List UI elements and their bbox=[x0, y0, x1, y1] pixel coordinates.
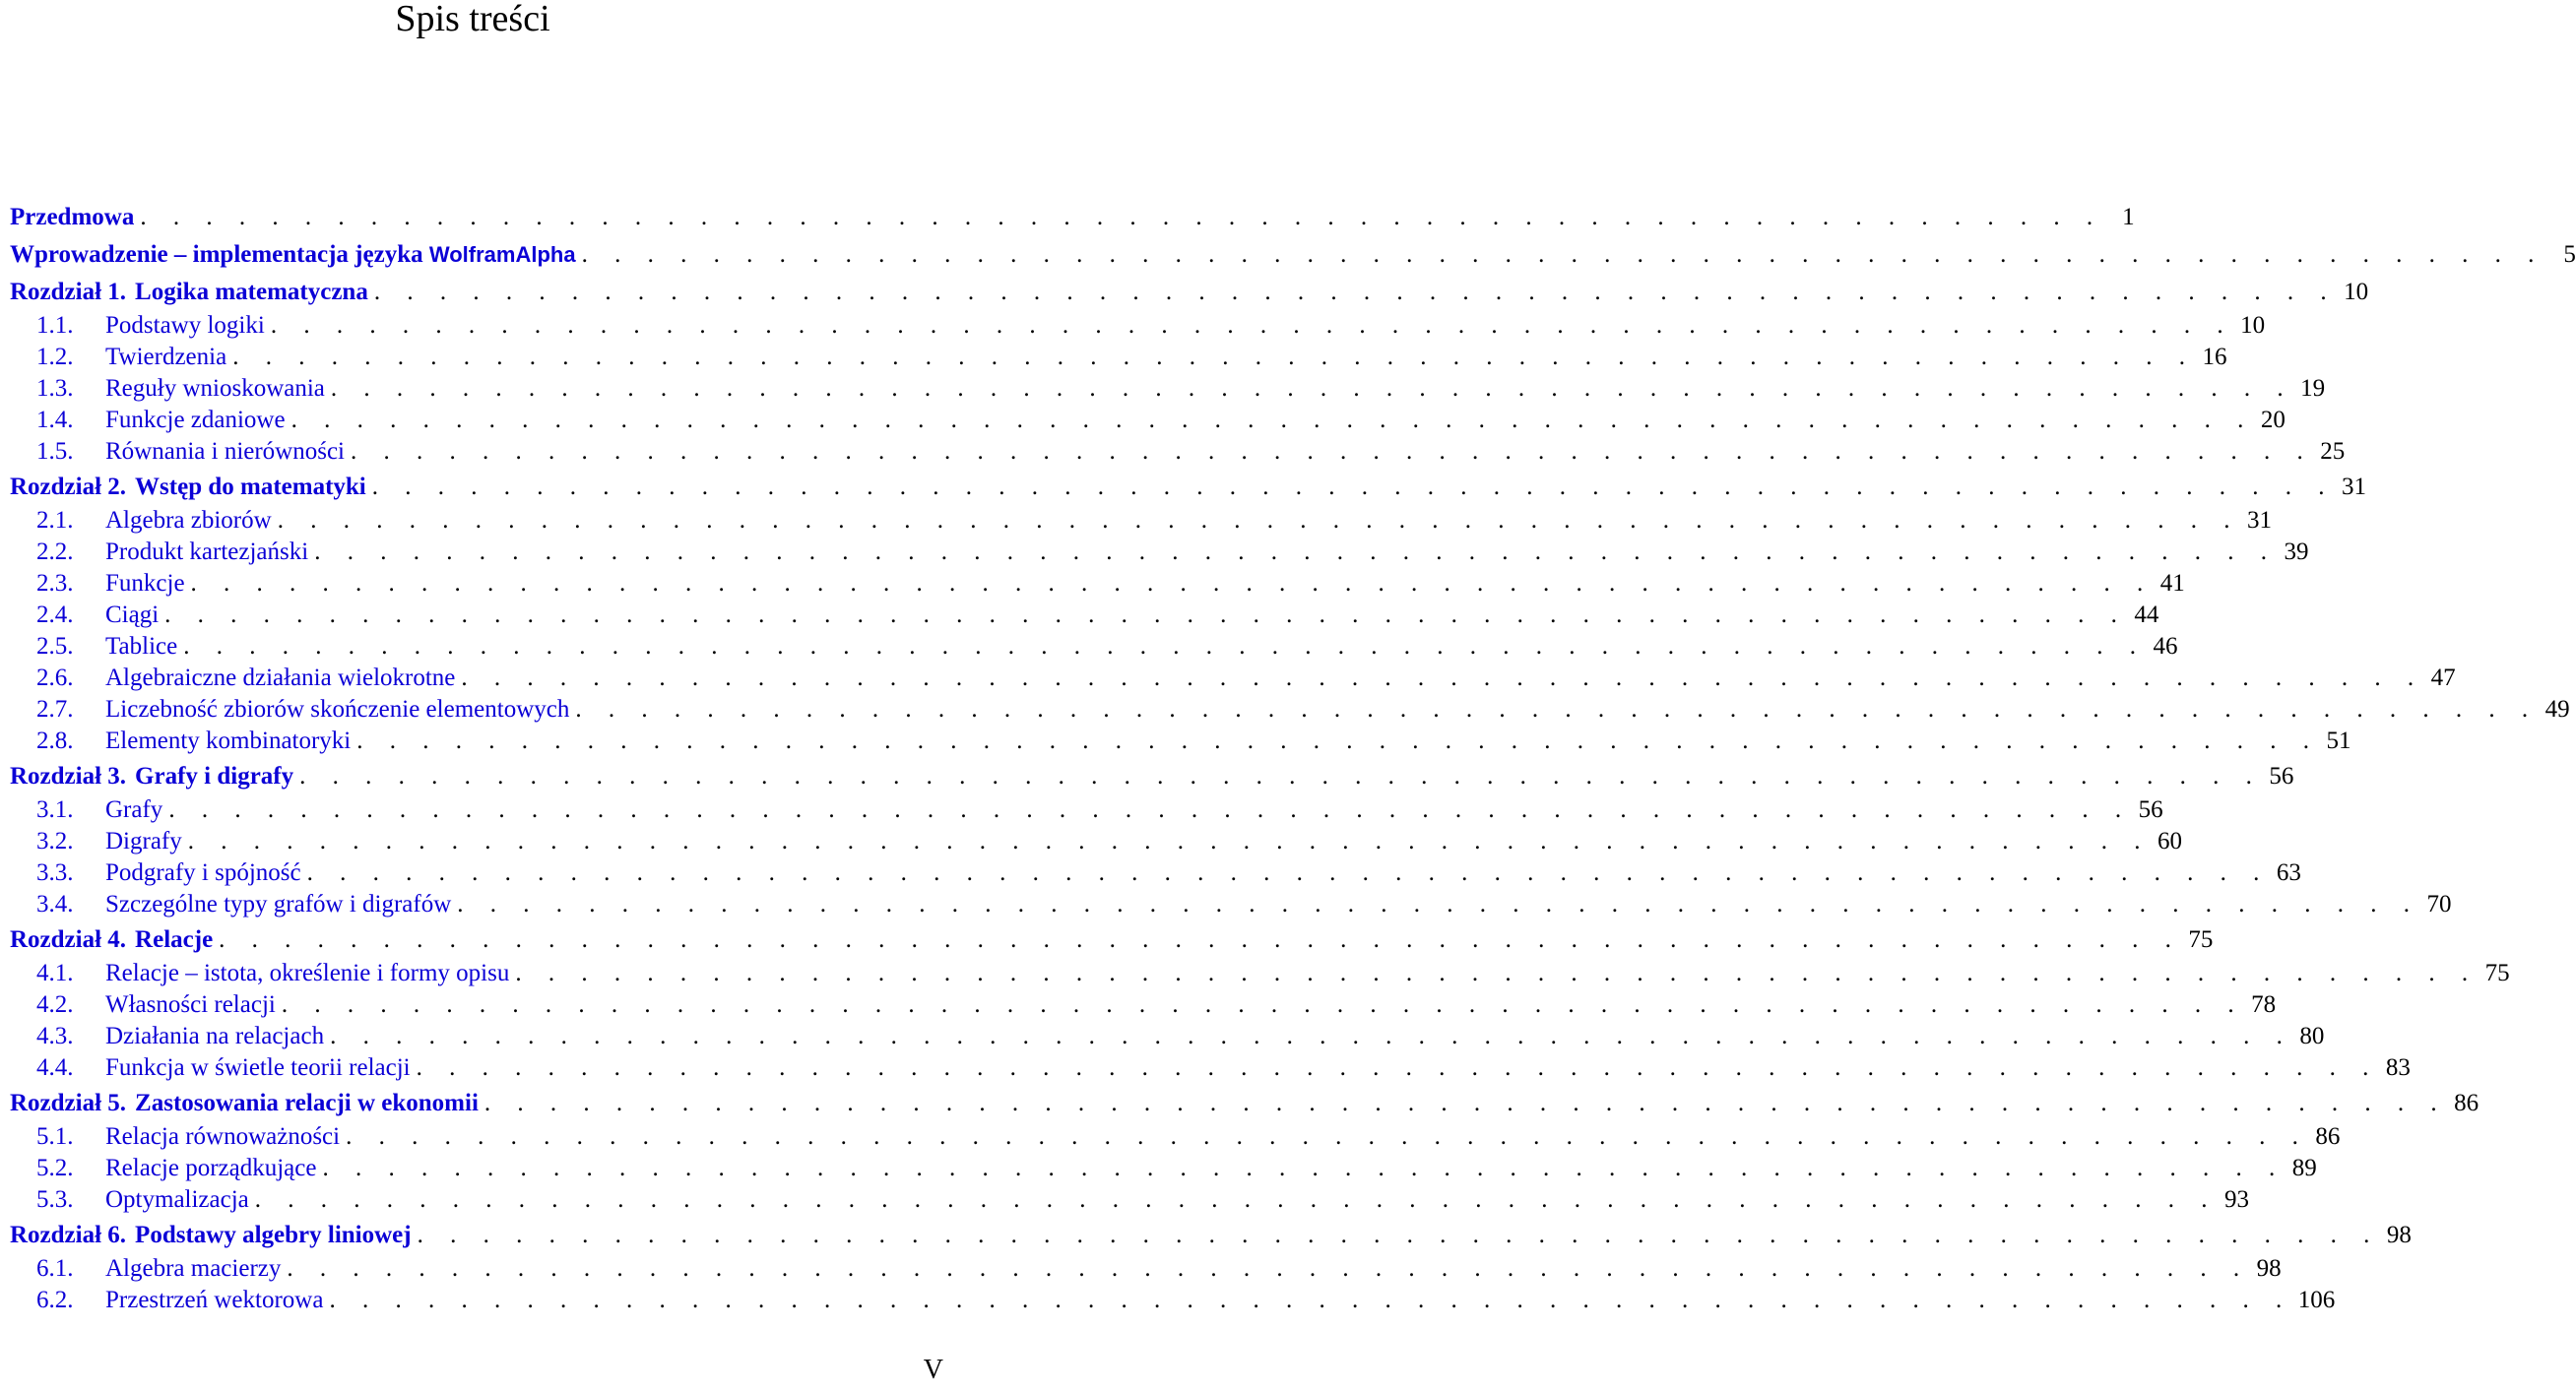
toc-entry-title[interactable] bbox=[105, 826, 182, 857]
leader-dots: . . . . . . . . . . . . . . . . . . . . . . . . . . . . . . . . . . . . . . . . . . . . . . . . . . . . . . . . . . . . bbox=[232, 344, 2196, 370]
toc-page-number[interactable]: 20 bbox=[2260, 407, 2286, 433]
toc-entry-title[interactable] bbox=[105, 1285, 323, 1316]
toc-section-row[interactable] bbox=[10, 310, 2266, 342]
toc-entry-title[interactable] bbox=[105, 1184, 249, 1216]
toc-entry-title[interactable] bbox=[105, 310, 265, 342]
toc-entry-number[interactable]: 4.1. bbox=[36, 960, 74, 986]
toc-entry-title-text: Grafy i digrafy bbox=[135, 763, 294, 790]
toc-entry-title-text: Algebra macierzy bbox=[105, 1255, 282, 1282]
toc-entry-title-text: Podgrafy i spójność bbox=[105, 859, 301, 886]
toc-entry-title-text: Relacja równoważności bbox=[105, 1123, 341, 1150]
toc-section-row[interactable] bbox=[10, 989, 2277, 1021]
toc-entry-title[interactable] bbox=[135, 275, 368, 310]
leader-dots: . . . . . . . . . . . . . . . . . . . . . . . . . . . . . . . . . . . . . . . . . . . . . . . . . . . . . . . . . . . . bbox=[314, 538, 2278, 565]
leader-dots: . . . . . . . . . . . . . . . . . . . . . . . . . . . . . . . . . . . . . . . . . . . . . . . . . . . . . . . . . . . . bbox=[306, 859, 2270, 886]
toc-section-row[interactable] bbox=[10, 958, 2510, 989]
toc-entry-title-text: Twierdzenia bbox=[105, 344, 227, 370]
toc-section-row[interactable] bbox=[10, 794, 2163, 826]
leader-dots: . . . . . . . . . . . . . . . . . . . . . . . . . . . . . . . . . . . . . . . . . . . . . . . . . . . . . . . . . . . . bbox=[254, 1186, 2219, 1213]
toc-chapter-row[interactable] bbox=[10, 759, 2294, 794]
toc-entry-number[interactable]: 1.4. bbox=[36, 407, 74, 433]
leader-dots: . . . . . . . . . . . . . . . . . . . . . . . . . . . . . . . . . . . . . . . . . . . . . . . . . . . . . . . . . . . . bbox=[461, 665, 2424, 691]
toc-entry-title[interactable] bbox=[135, 1086, 479, 1121]
toc-entry-title-text: Produkt kartezjański bbox=[105, 538, 309, 565]
toc-page-number[interactable]: 31 bbox=[2342, 474, 2367, 500]
toc-section-row[interactable] bbox=[10, 1021, 2325, 1052]
toc-entry-title-text: Ciągi bbox=[105, 602, 160, 628]
toc-entry-number[interactable]: Rozdział 1. bbox=[10, 279, 127, 305]
toc-entry-title-text: Funkcje bbox=[105, 570, 185, 597]
toc-section-row[interactable] bbox=[10, 726, 2351, 757]
toc-entry-title-text: Algebraiczne działania wielokrotne bbox=[105, 665, 456, 691]
leader-dots: . . . . . . . . . . . . . . . . . . . . . . . . . . . . . . . . . . . . . . . . . . . . . . . . . . . . . . . . . . . . bbox=[277, 507, 2240, 534]
toc-entry-title-text: Zastosowania relacji w ekonomii bbox=[135, 1090, 479, 1116]
toc-entry-title-text: Liczebność zbiorów skończenie elementowych bbox=[105, 696, 570, 723]
toc-section-row[interactable] bbox=[10, 1253, 2282, 1285]
toc-entry-number[interactable]: 3.4. bbox=[36, 891, 74, 918]
leader-dots: . . . . . . . . . . . . . . . . . . . . . . . . . . . . . . . . . . . . . . . . . . . . . . . . . . . . . . . . . . . . bbox=[373, 279, 2338, 305]
leader-dots: . . . . . . . . . . . . . . . . . . . . . . . . . . . . . . . . . . . . . . . . . . . . . . . . . . . . . . . . . . . . bbox=[581, 241, 2544, 268]
toc-entry-number[interactable]: 5.2. bbox=[36, 1155, 74, 1181]
toc-page-number[interactable]: 19 bbox=[2300, 375, 2326, 402]
toc-entry-title[interactable] bbox=[105, 436, 345, 468]
leader-dots: . . . . . . . . . . . . . . . . . . . . . . . . . . . . . . . . . . . . . . . . . . . . . . . . . . . . . . . . . . . . bbox=[371, 474, 2336, 500]
toc-entry-title[interactable] bbox=[105, 726, 351, 757]
toc-chapter-row[interactable] bbox=[10, 237, 2576, 273]
leader-dots: . . . . . . . . . . . . . . . . . . . . . . . . . . . . . . . . . . . . . . . . . . . . . . . . . . . . . . . . . . . . bbox=[356, 728, 2320, 754]
toc-section-row[interactable] bbox=[10, 537, 2309, 568]
toc-chapter-row[interactable] bbox=[10, 200, 2135, 235]
toc-page-number[interactable]: 63 bbox=[2276, 859, 2301, 886]
toc-entry-title[interactable] bbox=[105, 1052, 411, 1084]
toc-page-number[interactable]: 31 bbox=[2246, 507, 2272, 534]
toc-page-number[interactable]: 5 bbox=[2563, 241, 2576, 268]
toc-entry-number[interactable]: 3.1. bbox=[36, 796, 74, 823]
toc-section-row[interactable] bbox=[10, 1184, 2250, 1216]
toc-page-number[interactable]: 89 bbox=[2291, 1155, 2317, 1181]
toc-entry-number[interactable]: 1.2. bbox=[36, 344, 74, 370]
toc-entry-number[interactable]: 4.3. bbox=[36, 1023, 74, 1049]
toc-entry-number[interactable]: 5.1. bbox=[36, 1123, 74, 1150]
toc-page-number[interactable]: 41 bbox=[2159, 570, 2185, 597]
toc-entry-title[interactable] bbox=[105, 1153, 316, 1184]
toc-section-row[interactable] bbox=[10, 631, 2178, 663]
toc-page-number[interactable]: 51 bbox=[2326, 728, 2351, 754]
toc-entry-number[interactable]: 2.7. bbox=[36, 696, 74, 723]
toc-section-row[interactable] bbox=[10, 1052, 2411, 1084]
toc-entry-number[interactable]: 6.2. bbox=[36, 1287, 74, 1313]
toc-page-number[interactable]: 70 bbox=[2426, 891, 2452, 918]
toc-section-row[interactable] bbox=[10, 505, 2272, 537]
toc-entry-number[interactable]: 1.3. bbox=[36, 375, 74, 402]
toc-entry-title[interactable] bbox=[105, 537, 308, 568]
toc-entry-number[interactable]: Rozdział 3. bbox=[10, 763, 127, 790]
toc-entry-title[interactable] bbox=[135, 470, 366, 505]
leader-dots: . . . . . . . . . . . . . . . . . . . . . . . . . . . . . . . . . . . . . . . . . . . . . . . . . . . . . . . . . . . . bbox=[183, 633, 2147, 660]
leader-dots: . . . . . . . . . . . . . . . . . . . . . . . . . . . . . . . . . . . . . . . . . . . . . . . . . . . . . . . . . . . . bbox=[299, 763, 2263, 790]
toc-page-number[interactable]: 10 bbox=[2240, 312, 2266, 339]
toc-entry-title-text: Digrafy bbox=[105, 828, 182, 855]
toc-entry-number[interactable]: 3.2. bbox=[36, 828, 74, 855]
leader-dots: . . . . . . . . . . . . . . . . . . . . . . . . . . . . . . . . . . . . . . . . . . . . . . . . . . . . . . . . . . . . bbox=[219, 926, 2182, 953]
toc-entry-title[interactable] bbox=[105, 989, 276, 1021]
toc-entry-title-text: Reguły wnioskowania bbox=[105, 375, 325, 402]
toc-page-number[interactable]: 44 bbox=[2134, 602, 2159, 628]
toc-page-number[interactable]: 106 bbox=[2297, 1287, 2336, 1313]
toc-entry-title-text: Logika matematyczna bbox=[135, 279, 368, 305]
toc-section-row[interactable] bbox=[10, 663, 2456, 694]
toc-page-number[interactable]: 75 bbox=[2484, 960, 2510, 986]
toc-entry-title-text: Wstęp do matematyki bbox=[135, 474, 366, 500]
toc-entry-title-text: Algebra zbiorów bbox=[105, 507, 272, 534]
toc-section-row[interactable] bbox=[10, 1285, 2336, 1316]
leader-dots: . . . . . . . . . . . . . . . . . . . . . . . . . . . . . . . . . . . . . . . . . . . . . . . . . . . . . . . . . . . . bbox=[187, 828, 2151, 855]
toc-entry-title-text: Przestrzeń wektorowa bbox=[105, 1287, 324, 1313]
leader-dots: . . . . . . . . . . . . . . . . . . . . . . . . . . . . . . . . . . . . . . . . . . . . . . . . . . . . . . . . . . . . bbox=[168, 796, 2132, 823]
toc-entry-title[interactable] bbox=[135, 1218, 412, 1253]
toc-entry-title-text: Szczególne typy grafów i digrafów bbox=[105, 891, 452, 918]
toc-entry-title[interactable] bbox=[105, 568, 185, 600]
toc-entry-number[interactable]: Rozdział 4. bbox=[10, 926, 127, 953]
toc-entry-title-text: Optymalizacja bbox=[105, 1186, 249, 1213]
toc-entry-number[interactable]: 1.1. bbox=[36, 312, 74, 339]
toc-section-row[interactable] bbox=[10, 342, 2227, 373]
toc-entry-number[interactable]: Rozdział 2. bbox=[10, 474, 127, 500]
toc-entry-title-text: Podstawy algebry liniowej bbox=[135, 1222, 412, 1248]
toc-entry-title[interactable] bbox=[105, 694, 569, 726]
toc-entry-number[interactable]: 4.2. bbox=[36, 991, 74, 1018]
toc-entry-title[interactable] bbox=[105, 631, 177, 663]
toc-section-row[interactable] bbox=[10, 1121, 2341, 1153]
leader-dots: . . . . . . . . . . . . . . . . . . . . . . . . . . . . . . . . . . . . . . . . . . . . . . . . . . . . . . . . . . . . bbox=[346, 1123, 2309, 1150]
toc-chapter-row[interactable] bbox=[10, 470, 2367, 505]
toc-entry-number[interactable]: Rozdział 5. bbox=[10, 1090, 127, 1116]
toc-entry-title[interactable] bbox=[105, 663, 455, 694]
leader-dots: . . . . . . . . . . . . . . . . . . . . . . . . . . . . . . . . . . . . . . . . . . . . . . . . . . . . . . . . . . . . bbox=[329, 1287, 2292, 1313]
toc-entry-title-text: Równania i nierówności bbox=[105, 438, 346, 465]
toc-entry-number[interactable]: 2.4. bbox=[36, 602, 74, 628]
leader-dots: . . . . . . . . . . . . . . . . . . . . . . . . . . . . . . . . . . . . . . . . . . . . . . . . . . . . . . . . . . . . bbox=[190, 570, 2154, 597]
toc-page-number[interactable]: 47 bbox=[2430, 665, 2456, 691]
toc-page-number[interactable]: 56 bbox=[2269, 763, 2294, 790]
toc-entry-title[interactable] bbox=[105, 342, 226, 373]
toc-page-number[interactable]: 60 bbox=[2157, 828, 2182, 855]
toc-entry-number[interactable]: Rozdział 6. bbox=[10, 1222, 127, 1248]
leader-dots: . . . . . . . . . . . . . . . . . . . . . . . . . . . . . . . . . . . . . . . . . . . . . . . . . . . . . . . . . . . . bbox=[417, 1222, 2380, 1248]
toc-entry-title-text: Funkcje zdaniowe bbox=[105, 407, 286, 433]
toc-entry-title[interactable] bbox=[105, 505, 272, 537]
toc-chapter-row[interactable] bbox=[10, 275, 2369, 310]
toc-entry-title-text: Własności relacji bbox=[105, 991, 276, 1018]
leader-dots: . . . . . . . . . . . . . . . . . . . . . . . . . . . . . . . . . . . . . . . . . . . . . . . . . . . . . . . . . . . . bbox=[322, 1155, 2286, 1181]
leader-dots: . . . . . . . . . . . . . . . . . . . . . . . . . . . . . . . . . . . . . . . . . . . . . . . . . . . . . . . . . . . . bbox=[330, 1023, 2293, 1049]
leader-dots: . . . . . . . . . . . . . . . . . . . . . . . . . . . . . . . . . . . . . . . . . . . . . . . . . . . . . . . . . . . . bbox=[515, 960, 2479, 986]
toc-section-row[interactable] bbox=[10, 373, 2326, 405]
leader-dots: . . . . . . . . . . . . . . . . . . . . . . . . . . . . . . . . . . . . . . . . . . . . . . . . . . . . . . . . . . . . bbox=[164, 602, 2128, 628]
toc-entry-title[interactable] bbox=[105, 600, 159, 631]
toc-entry-title[interactable] bbox=[10, 237, 576, 273]
toc-page-number[interactable]: 83 bbox=[2385, 1054, 2411, 1081]
leader-dots: . . . . . . . . . . . . . . . . . . . . . . . . . . . . . . . . . . . . . . . . . . . . . . . . . . . . . . . . . . . . bbox=[575, 696, 2539, 723]
toc-entry-number[interactable]: 2.5. bbox=[36, 633, 74, 660]
toc-page-number[interactable]: 86 bbox=[2315, 1123, 2341, 1150]
toc-entry-number[interactable]: 2.1. bbox=[36, 507, 74, 534]
leader-dots: . . . . . . . . . . . . . . . . . . . . . . . . . . . . . . . . . . . . . . . . . . . . . . . . . . . . . . . . . . . . bbox=[281, 991, 2245, 1018]
toc-entry-title[interactable] bbox=[135, 922, 213, 958]
toc-section-row[interactable] bbox=[10, 436, 2346, 468]
toc-entry-title-text: Relacje bbox=[135, 926, 214, 953]
toc-entry-title-text: Wprowadzenie – implementacja języka bbox=[10, 241, 429, 268]
toc-entry-number[interactable]: 5.3. bbox=[36, 1186, 74, 1213]
toc-entry-title[interactable] bbox=[105, 1021, 324, 1052]
leader-dots: . . . . . . . . . . . . . . . . . . . . . . . . . . . . . . . . . . . . . . . . . . . . . . . . . . . . . . . . . . . . bbox=[270, 312, 2234, 339]
toc-entry-title[interactable] bbox=[105, 958, 509, 989]
toc-entry-title-text: Działania na relacjach bbox=[105, 1023, 325, 1049]
toc-page-number[interactable]: 78 bbox=[2251, 991, 2277, 1018]
toc-page-number[interactable]: 80 bbox=[2299, 1023, 2325, 1049]
toc-section-row[interactable] bbox=[10, 889, 2452, 920]
toc-section-row[interactable] bbox=[10, 568, 2185, 600]
toc-page-number[interactable]: 16 bbox=[2202, 344, 2227, 370]
toc-entry-number[interactable]: 2.8. bbox=[36, 728, 74, 754]
toc-section-row[interactable] bbox=[10, 1153, 2317, 1184]
toc-entry-number[interactable]: 2.2. bbox=[36, 538, 74, 565]
toc-chapter-row[interactable] bbox=[10, 1086, 2479, 1121]
toc-page-number[interactable]: 49 bbox=[2544, 696, 2570, 723]
toc-entry-number[interactable]: 2.3. bbox=[36, 570, 74, 597]
toc-chapter-row[interactable] bbox=[10, 1218, 2412, 1253]
leader-dots: . . . . . . . . . . . . . . . . . . . . . . . . . . . . . . . . . . . . . . . . . . . . . . . . . . . . . . . . . . . . bbox=[457, 891, 2420, 918]
toc-entry-number[interactable]: 6.1. bbox=[36, 1255, 74, 1282]
toc-page-number[interactable]: 93 bbox=[2224, 1186, 2250, 1213]
page-number: V bbox=[923, 1355, 943, 1385]
toc-page-number[interactable]: 39 bbox=[2284, 538, 2309, 565]
toc-section-row[interactable] bbox=[10, 600, 2159, 631]
toc-entry-title[interactable] bbox=[105, 405, 286, 436]
toc-page-number[interactable]: 98 bbox=[2256, 1255, 2282, 1282]
toc-page-number[interactable]: 75 bbox=[2188, 926, 2214, 953]
toc-entry-title-text: Podstawy logiki bbox=[105, 312, 265, 339]
leader-dots: . . . . . . . . . . . . . . . . . . . . . . . . . . . . . . . . . . . . . . . . . . . . . . . . . . . . . . . . . . . . bbox=[416, 1054, 2379, 1081]
page-title: Spis treści bbox=[395, 0, 550, 39]
toc-page-number[interactable]: 56 bbox=[2138, 796, 2163, 823]
toc-page-number[interactable]: 1 bbox=[2122, 204, 2135, 230]
toc-entry-title-text: Relacje – istota, określenie i formy opisu bbox=[105, 960, 510, 986]
table-of-contents bbox=[10, 200, 2576, 1316]
toc-entry-number[interactable]: 4.4. bbox=[36, 1054, 74, 1081]
toc-section-row[interactable] bbox=[10, 857, 2301, 889]
leader-dots: . . . . . . . . . . . . . . . . . . . . . . . . . . . . . . . . . . . . . . . . . . . . . . . . . . . . . . . . . . . . bbox=[140, 204, 2103, 230]
toc-entry-title-text: Funkcja w świetle teorii relacji bbox=[105, 1054, 411, 1081]
toc-entry-title[interactable] bbox=[105, 1253, 281, 1285]
toc-entry-title[interactable] bbox=[105, 794, 162, 826]
leader-dots: . . . . . . . . . . . . . . . . . . . . . . . . . . . . . . . . . . . . . . . . . . . . . . . . . . . . . . . . . . . . bbox=[330, 375, 2294, 402]
toc-entry-number[interactable]: 1.5. bbox=[36, 438, 74, 465]
toc-entry-number[interactable]: 2.6. bbox=[36, 665, 74, 691]
leader-dots: . . . . . . . . . . . . . . . . . . . . . . . . . . . . . . . . . . . . . . . . . . . . . . . . . . . . . . . . . . . . bbox=[483, 1090, 2448, 1116]
toc-entry-title[interactable] bbox=[135, 759, 293, 794]
toc-entry-title[interactable] bbox=[10, 200, 134, 235]
toc-entry-title-text: Relacje porządkujące bbox=[105, 1155, 317, 1181]
wolframalpha-label: WolframAlpha bbox=[428, 242, 576, 267]
toc-entry-title-text: Przedmowa bbox=[10, 204, 135, 230]
leader-dots: . . . . . . . . . . . . . . . . . . . . . . . . . . . . . . . . . . . . . . . . . . . . . . . . . . . . . . . . . . . . bbox=[287, 1255, 2250, 1282]
toc-chapter-row[interactable] bbox=[10, 922, 2214, 958]
toc-entry-title-text: Grafy bbox=[105, 796, 163, 823]
toc-page-number[interactable]: 46 bbox=[2153, 633, 2178, 660]
toc-section-row[interactable] bbox=[10, 405, 2286, 436]
toc-entry-title[interactable] bbox=[105, 373, 325, 405]
toc-entry-title[interactable] bbox=[105, 889, 451, 920]
toc-section-row[interactable] bbox=[10, 826, 2182, 857]
toc-entry-title-text: Tablice bbox=[105, 633, 178, 660]
toc-entry-title[interactable] bbox=[105, 857, 301, 889]
toc-page-number[interactable]: 86 bbox=[2454, 1090, 2479, 1116]
leader-dots: . . . . . . . . . . . . . . . . . . . . . . . . . . . . . . . . . . . . . . . . . . . . . . . . . . . . . . . . . . . . bbox=[351, 438, 2314, 465]
leader-dots: . . . . . . . . . . . . . . . . . . . . . . . . . . . . . . . . . . . . . . . . . . . . . . . . . . . . . . . . . . . . bbox=[290, 407, 2254, 433]
toc-page-number[interactable]: 98 bbox=[2386, 1222, 2412, 1248]
toc-page-number[interactable]: 10 bbox=[2344, 279, 2369, 305]
toc-section-row[interactable] bbox=[10, 694, 2570, 726]
toc-entry-number[interactable]: 3.3. bbox=[36, 859, 74, 886]
toc-entry-title[interactable] bbox=[105, 1121, 340, 1153]
toc-page-number[interactable]: 25 bbox=[2320, 438, 2346, 465]
toc-entry-title-text: Elementy kombinatoryki bbox=[105, 728, 352, 754]
